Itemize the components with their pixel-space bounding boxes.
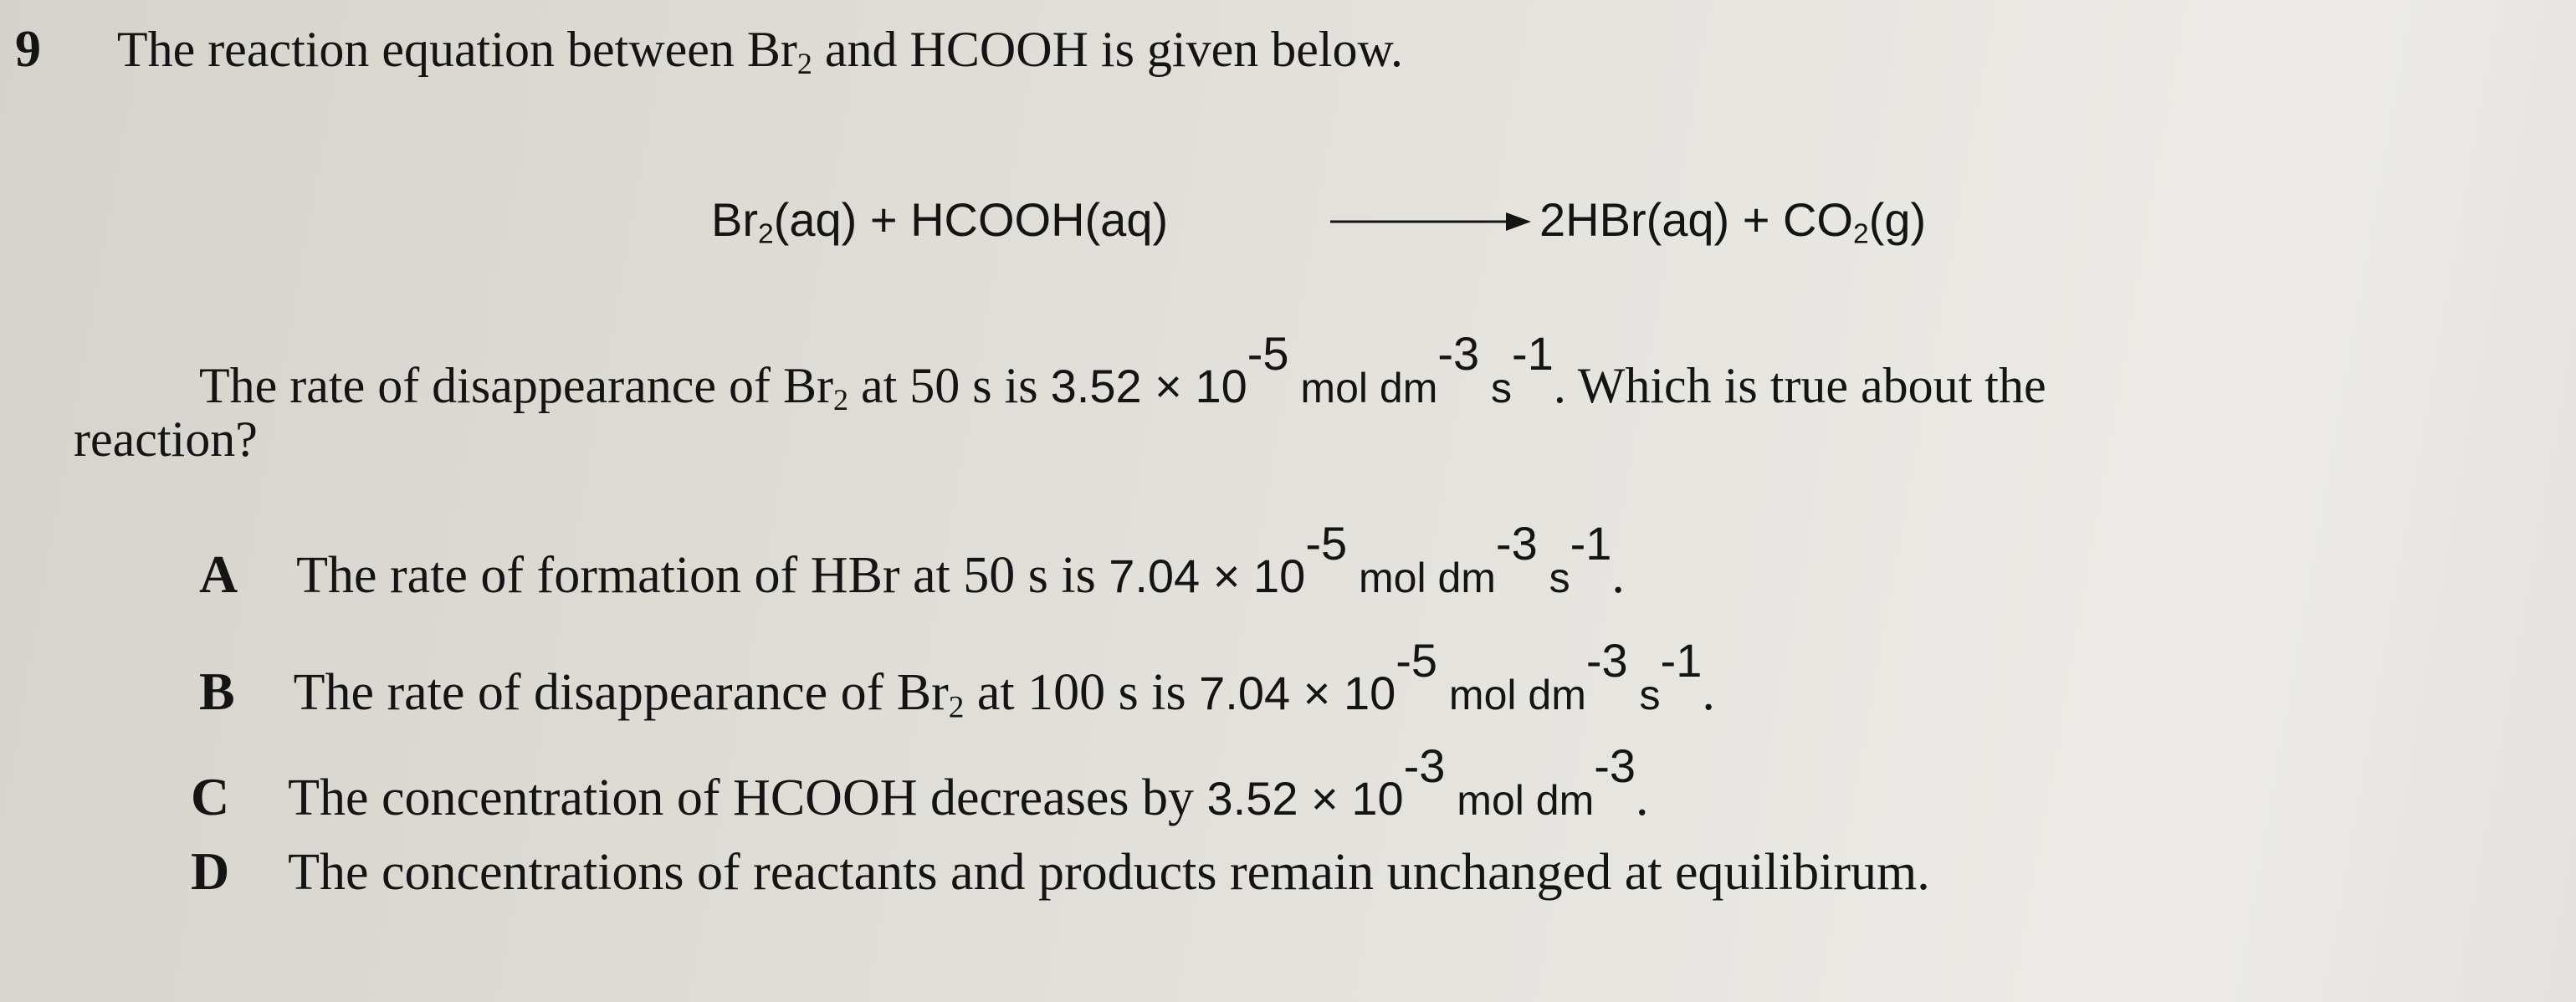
option-b[interactable] bbox=[199, 634, 1715, 725]
option-d[interactable] bbox=[191, 841, 1930, 901]
option-b-label: B bbox=[199, 662, 235, 722]
question-stem: The rate of disappearance of $Br_2$ at 50 s is $3.52 \times 10^{-5}$ mol $dm^{-3}$ $s^{-1}$. Which is true about the bbox=[199, 327, 2046, 417]
option-c[interactable] bbox=[191, 739, 1649, 827]
option-c-label: C bbox=[191, 767, 230, 827]
question-stem-line2: reaction? bbox=[74, 412, 258, 467]
question-intro: The reaction equation between $Br_2$ and HCOOH is given below. bbox=[116, 22, 1403, 80]
option-a-label: A bbox=[199, 544, 238, 605]
option-c-text: The concentration of HCOOH decreases by $3.52 \times 10^{-3}$ mol $dm^{-3}$. bbox=[288, 739, 1649, 827]
reaction-equation-products: $2HBr(aq) + CO_2(g)$ bbox=[1539, 193, 1927, 250]
reaction-equation-reactants: $Br_2(aq)$ + HCOOH(aq) bbox=[711, 193, 1169, 250]
question-number-line bbox=[15, 23, 1403, 79]
reaction-arrow-icon bbox=[1330, 209, 1531, 234]
question-number: 9 bbox=[15, 21, 41, 78]
option-b-text: The rate of disappearance of $Br_2$ at 100 s is $7.04 \times 10^{-5}$ mol $dm^{-3}$ $s^{-1}$. bbox=[293, 634, 1715, 725]
option-a[interactable] bbox=[199, 517, 1625, 605]
option-d-text: The concentrations of reactants and products remain unchanged at equilibirum. bbox=[288, 844, 1930, 901]
option-d-label: D bbox=[191, 841, 230, 901]
bleed-through-text bbox=[2192, 42, 2200, 81]
option-a-text: The rate of formation of HBr at 50 s is $7.04 \times 10^{-5}$ mol $dm^{-3}$ $s^{-1}$. bbox=[296, 517, 1625, 605]
